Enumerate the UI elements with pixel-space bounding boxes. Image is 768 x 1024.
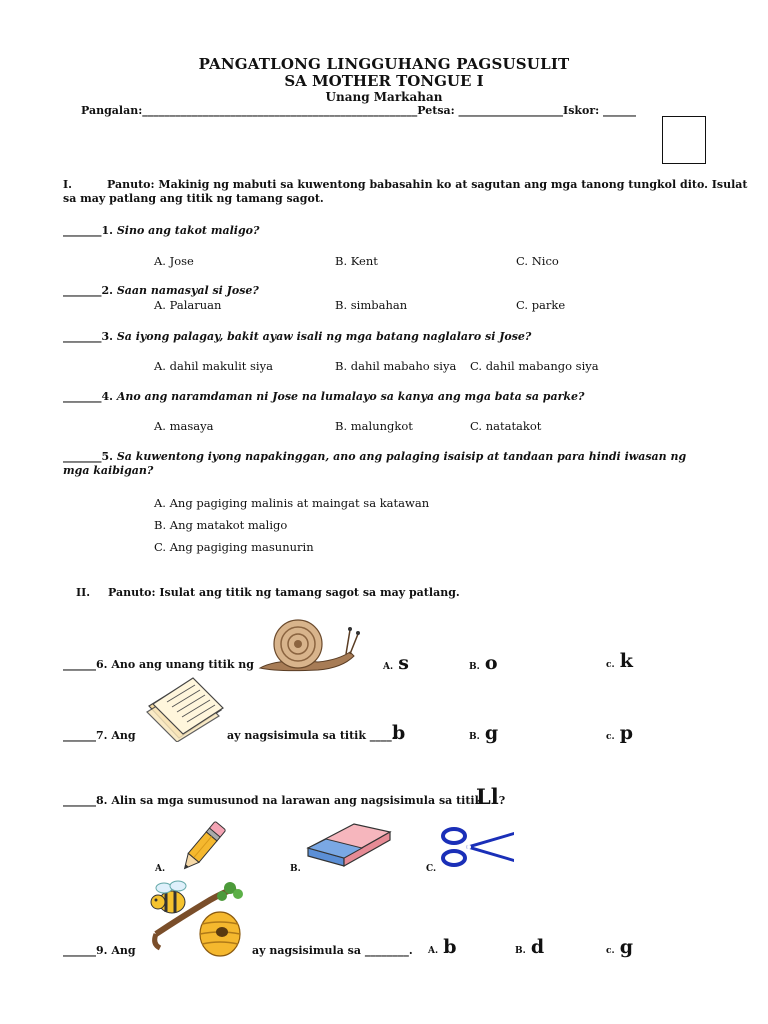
bee-icon <box>150 878 246 958</box>
option-c: C. parke <box>516 298 566 312</box>
part1-instruction-1: Panuto: Makinig ng mabuti sa kuwentong babasahin ko at sagutan ang mga tanong tungkol dito. Isulat <box>107 178 748 191</box>
q9-option-b: B. d <box>515 936 545 958</box>
q6-option-a: A. s <box>383 652 409 674</box>
exam-quarter: Unang Markahan <box>325 90 443 104</box>
option-a: A. Ang pagiging malinis at maingat sa katawan <box>154 496 430 510</box>
option-c: C. Nico <box>516 254 559 268</box>
option-c: C. natatakot <box>470 419 542 433</box>
scissors-icon <box>440 826 516 868</box>
answer-blank: _______3. <box>63 330 113 343</box>
option-c: C. Ang pagiging masunurin <box>154 540 314 554</box>
q8-target-letter: Ll? <box>476 784 506 809</box>
snail-icon <box>258 612 364 672</box>
option-c: C. dahil mabango siya <box>470 359 599 373</box>
eraser-icon <box>304 820 394 870</box>
option-b: B. Ang matakot maligo <box>154 518 288 532</box>
question-text: Sino ang takot maligo? <box>116 224 260 237</box>
question-text: mga kaibigan? <box>63 464 154 477</box>
part2-numeral: II. <box>76 586 91 599</box>
q7-option-c: c. p <box>606 722 634 744</box>
score-box <box>662 116 706 164</box>
question-text: Sa iyong palagay, bakit ayaw isali ng mga batang naglalaro si Jose? <box>116 330 532 343</box>
option-a: A. Palaruan <box>154 298 222 312</box>
q9-option-c: c. g <box>606 936 634 958</box>
exam-title: PANGATLONG LINGGUHANG PAGSUSULIT <box>198 55 570 73</box>
option-b: B. simbahan <box>335 298 408 312</box>
question-8: ______8. Alin sa mga sumusunod na larawan ang nagsisimula sa titik <box>63 794 483 807</box>
pencil-icon <box>176 818 232 876</box>
question-2 <box>63 284 259 297</box>
exam-subject: SA MOTHER TONGUE I <box>284 72 484 90</box>
question-7-text: ay nagsisimula sa titik ____. <box>227 729 396 742</box>
answer-blank: _______4. <box>63 390 113 403</box>
question-5 <box>63 450 686 463</box>
question-9-text: ay nagsisimula sa ________. <box>252 944 413 957</box>
q7-option-a: b <box>392 722 406 744</box>
q8-option-a: A. <box>155 864 166 874</box>
q9-option-a: A. b <box>428 936 457 958</box>
option-b: B. dahil mabaho siya <box>335 359 457 373</box>
answer-blank: _______1. <box>63 224 113 237</box>
q6-option-b: B. o <box>469 652 498 674</box>
question-3 <box>63 330 531 343</box>
option-a: A. masaya <box>154 419 214 433</box>
question-6: ______6. Ano ang unang titik ng <box>63 658 254 671</box>
question-text: Sa kuwentong iyong napakinggan, ano ang palaging isaisip at tandaan para hindi iwasan ng <box>116 450 687 463</box>
question-text: Ano ang naramdaman ni Jose na lumalayo sa kanya ang mga bata sa parke? <box>116 390 585 403</box>
option-a: A. Jose <box>154 254 194 268</box>
student-info-line: Pangalan:__________________________________________________Petsa: ___________________Iskor: ______ <box>81 104 637 117</box>
answer-blank: _______5. <box>63 450 113 463</box>
q8-option-b: B. <box>290 864 301 874</box>
part2-instruction: Panuto: Isulat ang titik ng tamang sagot sa may patlang. <box>108 586 460 599</box>
q7-option-b: B. g <box>469 722 499 744</box>
question-text: Saan namasyal si Jose? <box>116 284 259 297</box>
part1-numeral: I. <box>63 178 72 191</box>
question-4 <box>63 390 584 403</box>
question-7: ______7. Ang <box>63 729 136 742</box>
answer-blank: _______2. <box>63 284 113 297</box>
question-1 <box>63 224 259 237</box>
paper-icon <box>145 676 225 742</box>
option-b: B. Kent <box>335 254 378 268</box>
part1-instruction-2: sa may patlang ang titik ng tamang sagot. <box>63 192 324 205</box>
question-5-cont <box>63 464 153 477</box>
q6-option-c: c. k <box>606 650 633 672</box>
option-b: B. malungkot <box>335 419 413 433</box>
option-a: A. dahil makulit siya <box>154 359 273 373</box>
question-9: ______9. Ang <box>63 944 136 957</box>
q8-option-c: C. <box>426 864 437 874</box>
